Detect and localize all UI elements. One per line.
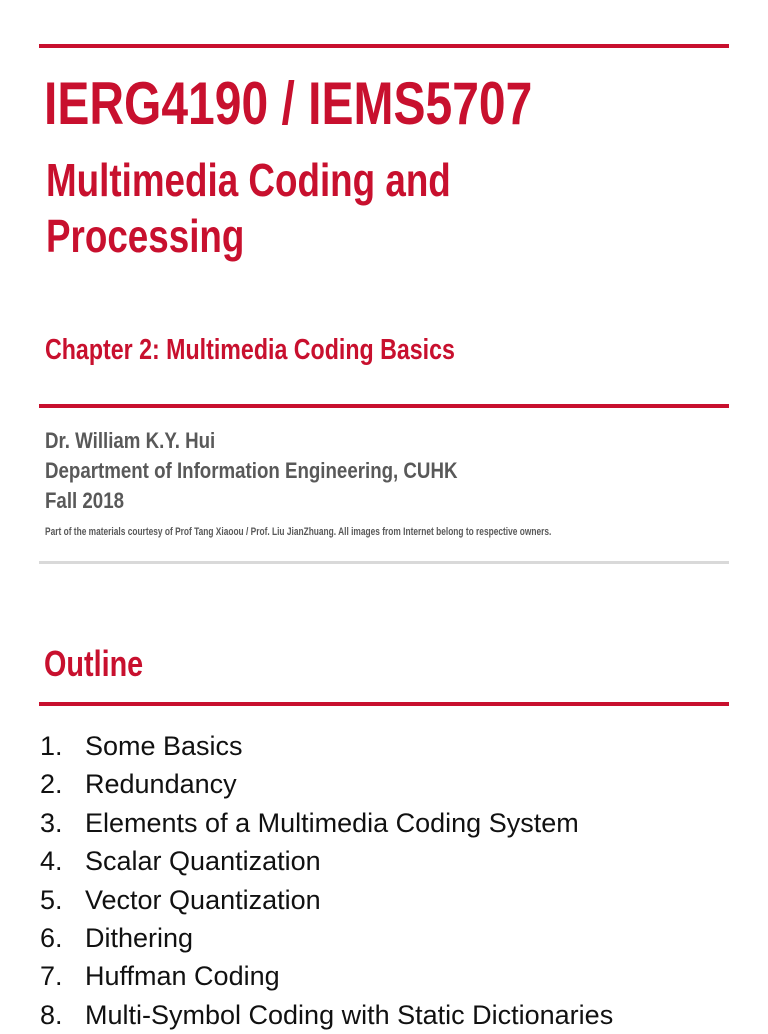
author-block <box>45 426 530 516</box>
outline-list <box>40 727 613 1034</box>
list-item-text: Dithering <box>85 923 194 954</box>
top-divider <box>39 44 729 48</box>
list-item <box>40 919 613 957</box>
list-item-number: 2. <box>40 769 63 800</box>
list-item <box>40 842 613 880</box>
list-item-number: 8. <box>40 999 63 1030</box>
list-item-number: 4. <box>40 846 63 877</box>
course-title <box>46 152 451 264</box>
list-item-text: Scalar Quantization <box>85 846 321 877</box>
list-item-number: 1. <box>40 731 63 761</box>
list-item <box>40 996 613 1034</box>
chapter-divider <box>39 404 729 408</box>
list-item-number: 5. <box>40 884 63 915</box>
course-title-line1: Multimedia Coding and <box>46 154 451 206</box>
list-item <box>40 765 613 803</box>
outline-divider <box>39 702 729 706</box>
list-item <box>40 957 613 995</box>
list-item-text: Multi-Symbol Coding with Static Dictionaries <box>85 999 614 1030</box>
list-item-number: 6. <box>40 923 63 954</box>
credit-note: Part of the materials courtesy of Prof Tang Xiaoou / Prof. Liu JianZhuang. All images from Internet belong to respective owners. <box>45 526 552 538</box>
course-title-line2: Processing <box>46 210 245 262</box>
list-item-text: Redundancy <box>85 769 237 800</box>
list-item-number: 7. <box>40 961 63 992</box>
list-item-text: Elements of a Multimedia Coding System <box>85 807 579 838</box>
section-divider <box>39 561 729 564</box>
outline-heading: Outline <box>44 643 144 684</box>
list-item-number: 3. <box>40 807 63 838</box>
list-item <box>40 727 613 765</box>
term: Fall 2018 <box>45 488 125 513</box>
chapter-title: Chapter 2: Multimedia Coding Basics <box>45 334 455 366</box>
list-item-text: Vector Quantization <box>85 884 321 915</box>
list-item-text: Some Basics <box>85 731 243 761</box>
list-item <box>40 881 613 919</box>
department: Department of Information Engineering, CUHK <box>45 458 458 483</box>
list-item-text: Huffman Coding <box>85 961 280 992</box>
list-item <box>40 804 613 842</box>
author-name: Dr. William K.Y. Hui <box>45 428 216 453</box>
course-code-title: IERG4190 / IEMS5707 <box>44 70 533 137</box>
